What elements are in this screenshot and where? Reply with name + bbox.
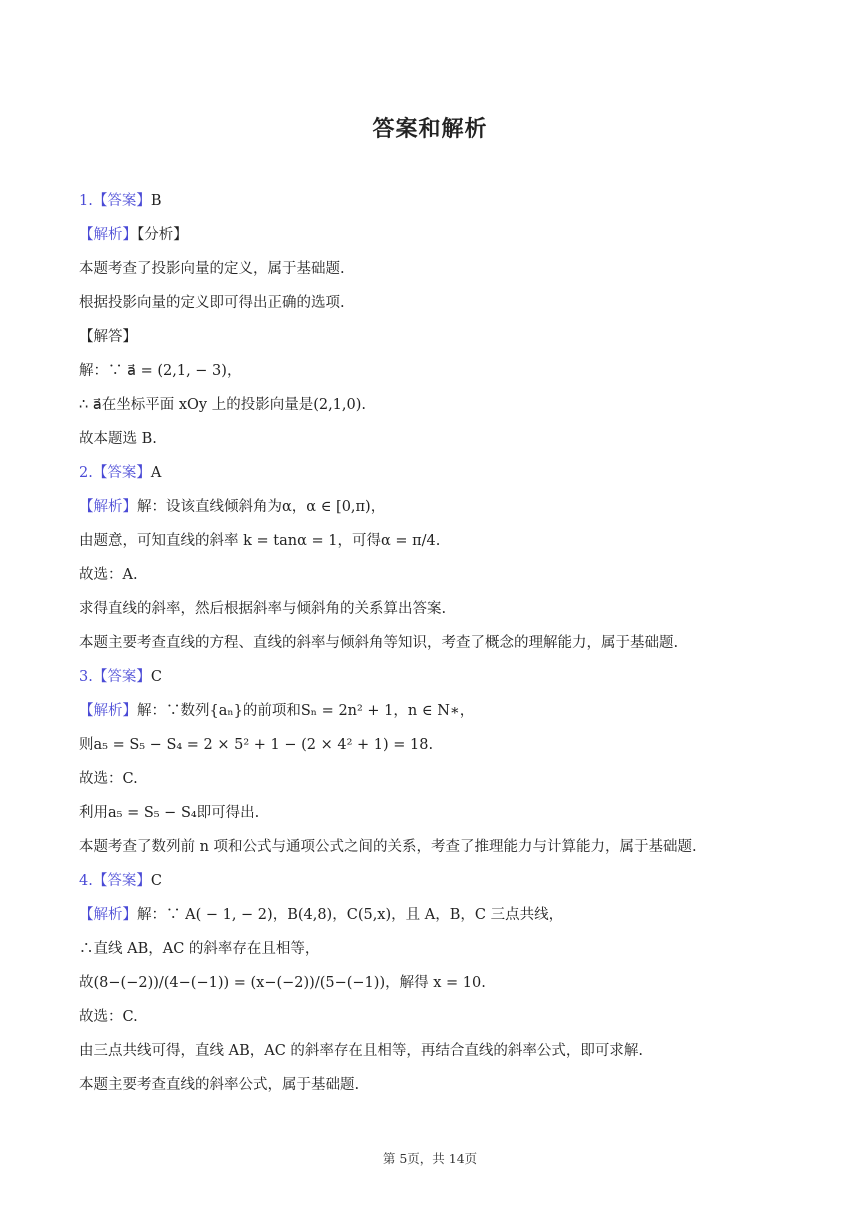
text-line — [79, 188, 779, 222]
text-line — [79, 732, 779, 766]
text-line — [79, 562, 779, 596]
line-text: 解：∵ A( − 1, − 2)，B(4,8)，C(5,x)，且 A，B，C 三点共线， — [137, 907, 564, 923]
line-text: 解：∵ a⃗ = (2,1, − 3)， — [79, 363, 242, 379]
line-text: 由三点共线可得，直线 AB，AC 的斜率存在且相等，再结合直线的斜率公式，即可求解. — [79, 1043, 644, 1059]
text-line — [79, 1072, 779, 1106]
text-line — [79, 596, 779, 630]
line-text: 本题主要考查直线的方程、直线的斜率与倾斜角等知识，考查了概念的理解能力，属于基础题. — [79, 635, 679, 651]
text-line — [79, 290, 779, 324]
line-text: 根据投影向量的定义即可得出正确的选项. — [79, 295, 345, 311]
text-line — [79, 834, 779, 868]
answer-content — [79, 188, 779, 1106]
line-text: 由题意，可知直线的斜率 k = tanα = 1，可得α = π/4. — [79, 533, 441, 549]
line-text: 故选：C. — [79, 1009, 138, 1025]
line-text: 本题考查了数列前 n 项和公式与通项公式之间的关系，考查了推理能力与计算能力，属于基础题. — [79, 839, 697, 855]
label-tag: 【解析】 — [79, 227, 137, 243]
text-line — [79, 630, 779, 664]
label-tag: 【解析】 — [79, 499, 137, 515]
text-line — [79, 902, 779, 936]
text-line — [79, 936, 779, 970]
text-line — [79, 766, 779, 800]
text-line — [79, 358, 779, 392]
page-footer: 第 5页，共 14页 — [382, 1151, 478, 1166]
line-text: A — [150, 465, 162, 481]
line-text: 【分析】 — [137, 227, 188, 243]
text-line — [79, 256, 779, 290]
line-text: 故选：C. — [79, 771, 138, 787]
line-text: ∴直线 AB，AC 的斜率存在且相等， — [79, 941, 320, 957]
text-line — [79, 392, 779, 426]
label-tag: 【解析】 — [79, 703, 137, 719]
text-line — [79, 868, 779, 902]
text-line — [79, 426, 779, 460]
line-text: 故本题选 B. — [79, 431, 157, 447]
line-text: 【解答】 — [79, 329, 137, 345]
text-line — [79, 494, 779, 528]
label-tag: 3.【答案】 — [79, 669, 151, 685]
text-line — [79, 324, 779, 358]
text-line — [79, 800, 779, 834]
line-text: 利用a₅ = S₅ − S₄即可得出. — [79, 805, 260, 821]
text-line — [79, 970, 779, 1004]
line-text: B — [150, 193, 162, 209]
text-line — [79, 1004, 779, 1038]
line-text: 则a₅ = S₅ − S₄ = 2 × 5² + 1 − (2 × 4² + 1) = 18. — [79, 737, 434, 753]
label-tag: 【解析】 — [79, 907, 137, 923]
line-text: 故(8−(−2))/(4−(−1)) = (x−(−2))/(5−(−1))，解得 x = 10. — [79, 975, 486, 991]
line-text: 解：设该直线倾斜角为α，α ∈ [0,π)， — [137, 499, 386, 515]
text-line — [79, 222, 779, 256]
line-text: ∴ a⃗在坐标平面 xOy 上的投影向量是(2,1,0). — [79, 397, 367, 413]
line-text: 本题考查了投影向量的定义，属于基础题. — [79, 261, 345, 277]
label-tag: 1.【答案】 — [79, 193, 151, 209]
line-text: 故选：A. — [79, 567, 138, 583]
line-text: 解：∵数列{aₙ}的前项和Sₙ = 2n² + 1，n ∈ N∗， — [137, 703, 475, 719]
label-tag: 4.【答案】 — [79, 873, 151, 889]
line-text: C — [150, 873, 162, 889]
text-line — [79, 460, 779, 494]
line-text: C — [150, 669, 162, 685]
label-tag: 2.【答案】 — [79, 465, 151, 481]
line-text: 本题主要考查直线的斜率公式，属于基础题. — [79, 1077, 360, 1093]
text-line — [79, 664, 779, 698]
text-line — [79, 698, 779, 732]
text-line — [79, 528, 779, 562]
line-text: 求得直线的斜率，然后根据斜率与倾斜角的关系算出答案. — [79, 601, 447, 617]
text-line — [79, 1038, 779, 1072]
page-title: 答案和解析 — [372, 117, 488, 142]
